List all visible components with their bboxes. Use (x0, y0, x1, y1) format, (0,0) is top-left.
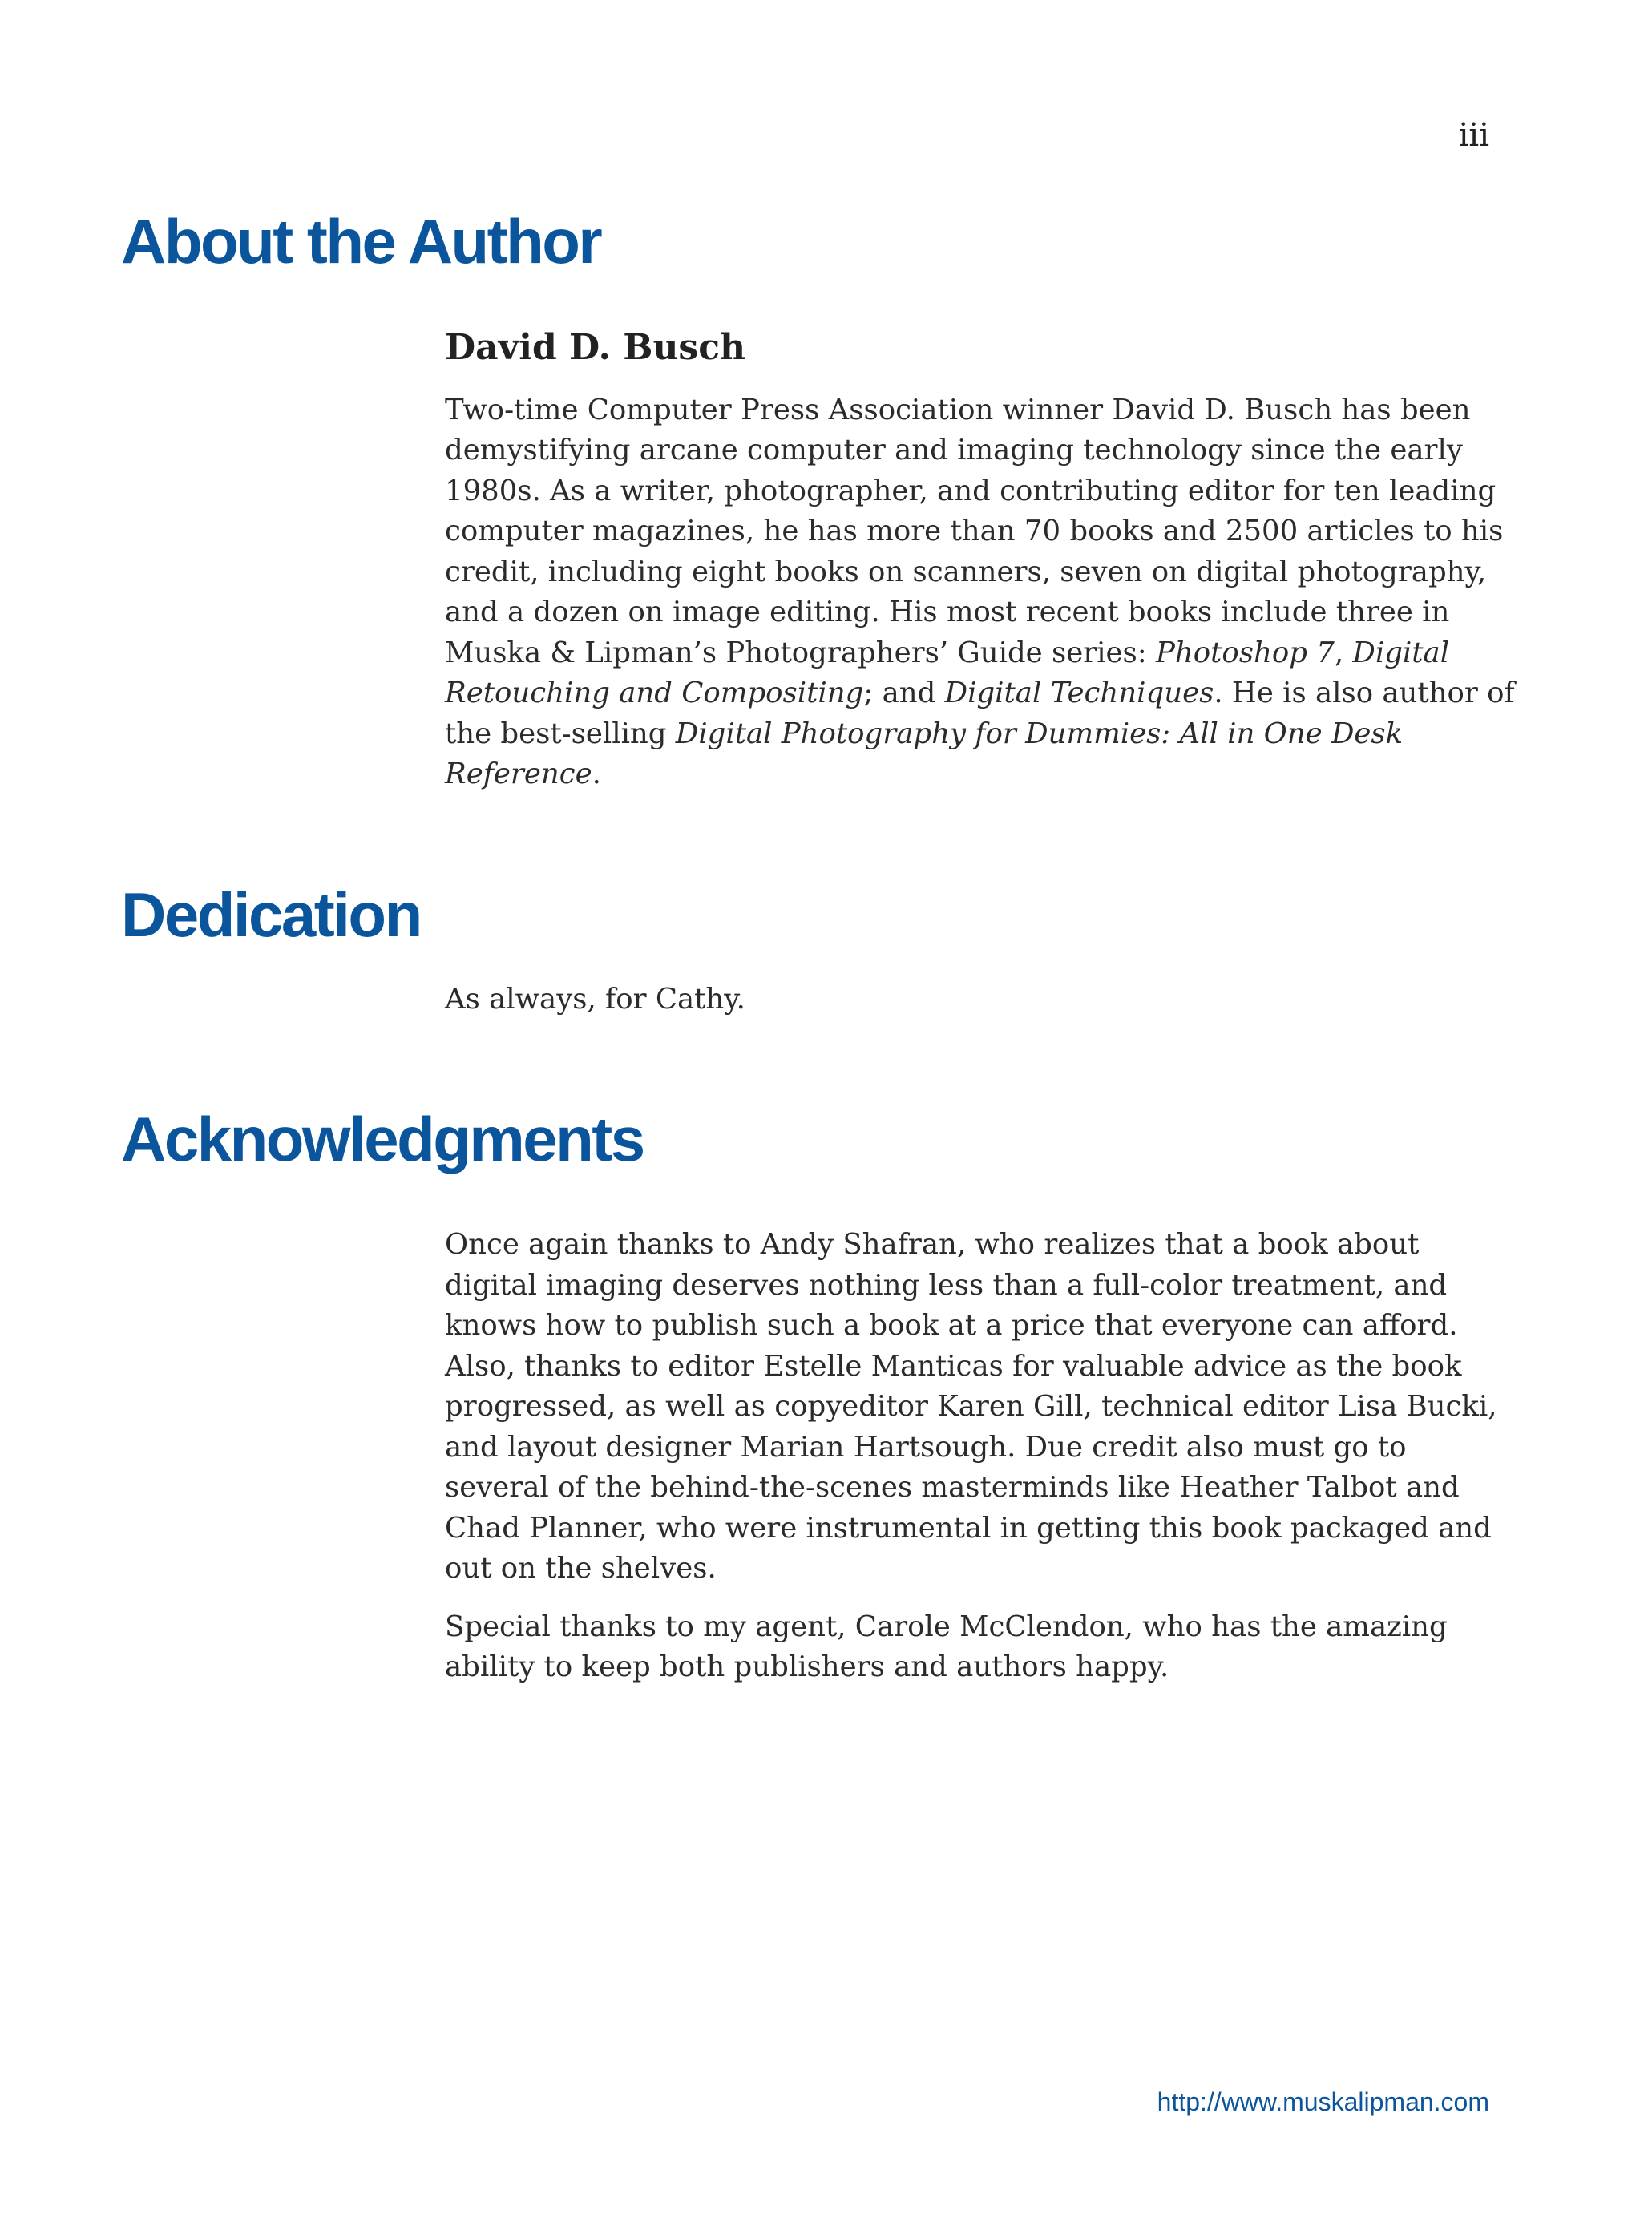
bio-text: . (592, 757, 601, 791)
book-title-photoshop: Photoshop 7 (1156, 636, 1335, 669)
bio-text: , (1334, 636, 1353, 669)
footer-url-link[interactable]: http://www.muskalipman.com (1157, 2087, 1489, 2116)
about-author-heading: About the Author (121, 206, 601, 277)
bio-text: Two-time Computer Press Association winner David D. Busch has been demystifying arcane computer and imaging technology since the early 1980s. As a writer, photographer, and contributing editor for ten leading computer magazines, he has more than 70 books and 2500 articles to his credit, including eight books on scanners, seven on digital photography, and a dozen on image editing. His most recent books include three in Muska & Lipman’s Photographers’ Guide series: (445, 393, 1504, 669)
author-section (445, 327, 1519, 795)
bio-text: ; and (863, 677, 945, 710)
dedication-heading: Dedication (121, 879, 421, 950)
page-number: iii (1458, 117, 1489, 154)
dedication-text: As always, for Cathy. (445, 983, 745, 1016)
book-title-dummies: Digital Photography for Dummies: All in One Desk Reference (445, 717, 1404, 791)
book-title-retouching: Digital Retouching and Compositing (445, 636, 1450, 710)
acknowledgments-section (445, 1225, 1519, 1688)
acknowledgments-heading: Acknowledgments (121, 1104, 644, 1174)
acknowledgments-paragraph: Special thanks to my agent, Carole McClendon, who has the amazing ability to keep both publishers and authors happy. (445, 1610, 1448, 1683)
acknowledgments-paragraph: Once again thanks to Andy Shafran, who realizes that a book about digital imaging deserves nothing less than a full-color treatment, and knows how to publish such a book at a price that everyone can afford. Also, thanks to editor Estelle Manticas for valuable advice as the book progressed, as well as copyeditor Karen Gill, technical editor Lisa Bucki, and layout designer Marian Hartsough. Due credit also must go to several of the behind-the-scenes masterminds like Heather Talbot and Chad Planner, who were instrumental in getting this book packaged and out on the shelves. (445, 1228, 1497, 1585)
dedication-section (445, 980, 1519, 1020)
author-bio (445, 390, 1519, 795)
author-name: David D. Busch (445, 327, 745, 368)
bio-text: . He is also author of the best-selling (445, 677, 1515, 750)
book-title-techniques: Digital Techniques (944, 677, 1214, 710)
